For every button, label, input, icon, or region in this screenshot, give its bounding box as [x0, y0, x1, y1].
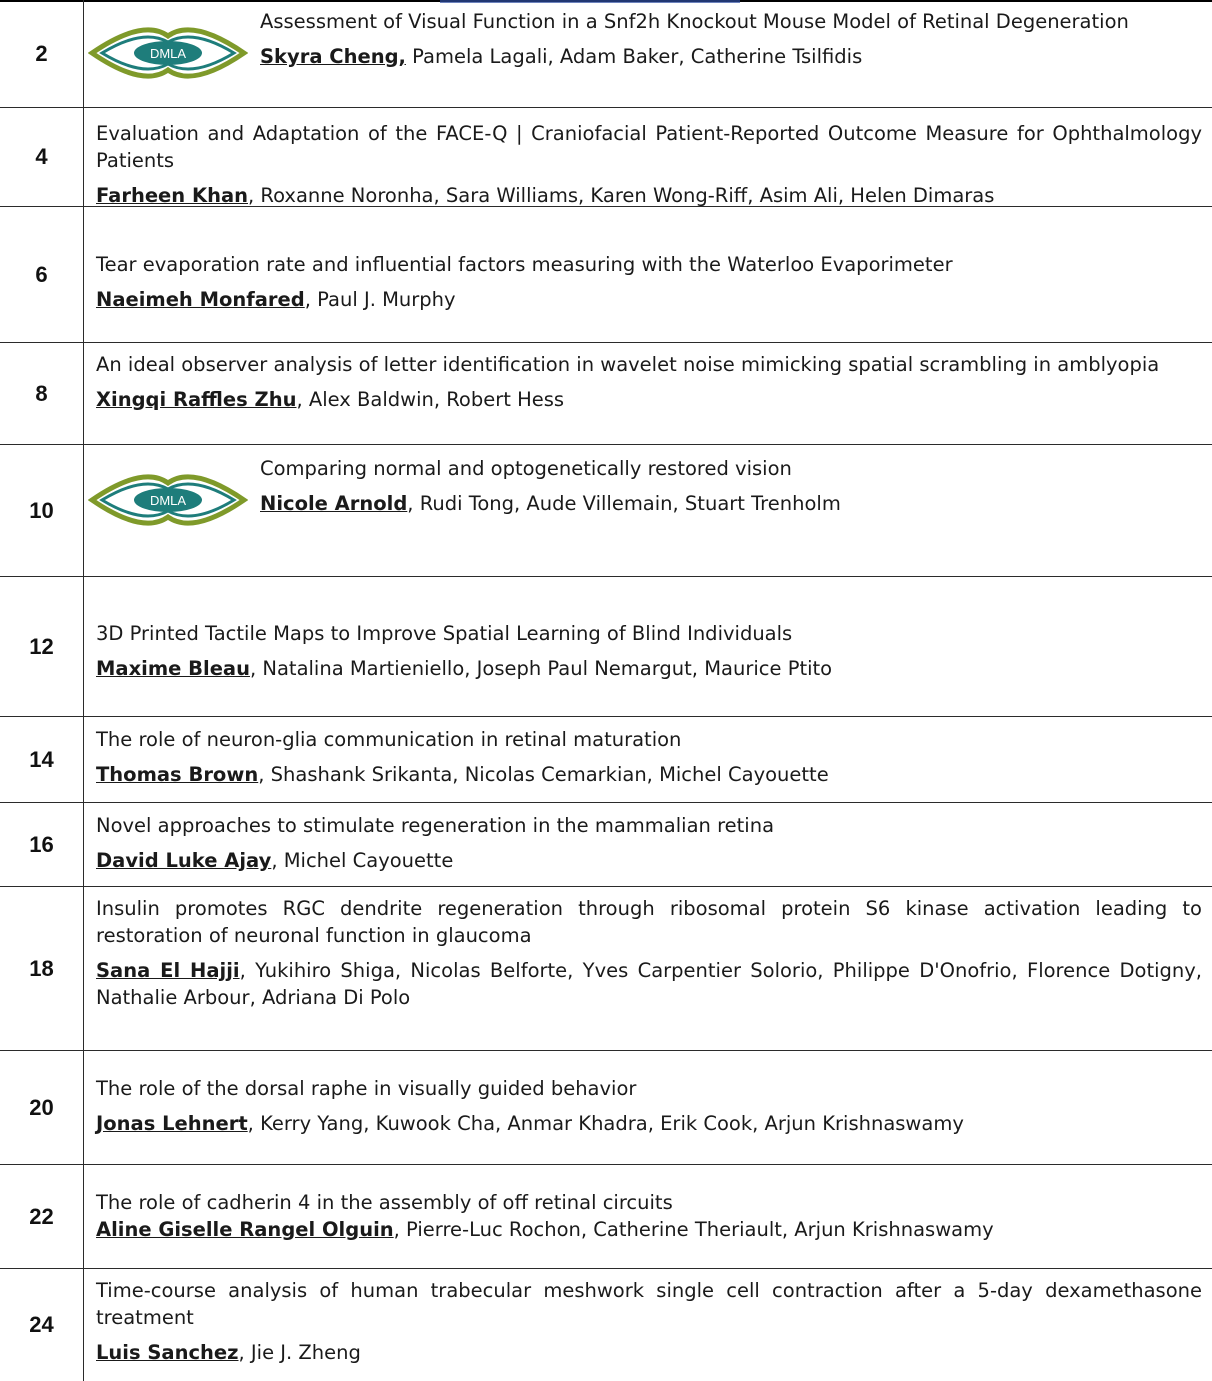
poster-row-6: [0, 207, 1212, 343]
poster-authors: [96, 386, 1202, 413]
poster-number: 18: [29, 955, 54, 981]
poster-title: Novel approaches to stimulate regeneration in the mammalian retina: [96, 814, 775, 837]
poster-title: Comparing normal and optogenetically restored vision: [260, 457, 792, 480]
poster-row-22: [0, 1165, 1212, 1269]
poster-title: An ideal observer analysis of letter identification in wavelet noise mimicking spatial scrambling in amblyopia: [96, 353, 1160, 376]
co-authors: , Yukihiro Shiga, Nicolas Belforte, Yves Carpentier Solorio, Philippe D'Onofrio, Florence Dotigny, Nathalie Arbour, Adriana Di Polo: [96, 959, 1202, 1009]
poster-authors: [96, 847, 1202, 874]
poster-number: 4: [35, 144, 48, 169]
presenting-author: Xingqi Raffles Zhu: [96, 388, 297, 411]
poster-number: 16: [29, 831, 54, 857]
column-divider: [83, 108, 84, 206]
poster-title: Tear evaporation rate and influential factors measuring with the Waterloo Evaporimeter: [96, 253, 953, 276]
poster-title: Time-course analysis of human trabecular meshwork single cell contraction after a 5-day dexamethasone treatment: [96, 1279, 1202, 1329]
poster-number: 6: [35, 261, 48, 287]
poster-authors: [96, 655, 1202, 682]
poster-row-24: [0, 1269, 1212, 1381]
poster-number: 10: [29, 497, 54, 523]
column-divider: [83, 887, 84, 1050]
poster-title: The role of neuron-glia communication in retinal maturation: [96, 728, 682, 751]
poster-number: 24: [29, 1312, 54, 1337]
presenting-author: David Luke Ajay: [96, 849, 272, 872]
poster-authors: [96, 1216, 1202, 1243]
poster-title: The role of the dorsal raphe in visually guided behavior: [96, 1077, 637, 1100]
column-divider: [83, 577, 84, 716]
poster-number: 14: [29, 746, 54, 772]
poster-authors: [96, 957, 1202, 1011]
co-authors: , Paul J. Murphy: [304, 288, 456, 311]
poster-row-2: [0, 0, 1212, 108]
poster-row-20: [0, 1051, 1212, 1165]
presenting-author: Nicole Arnold: [260, 492, 408, 515]
presenting-author: Sana El Hajji: [96, 959, 240, 982]
column-divider: [83, 1051, 84, 1164]
poster-authors: [96, 1110, 1202, 1137]
poster-row-8: [0, 343, 1212, 445]
poster-authors: [260, 43, 1202, 70]
column-divider: [83, 0, 84, 107]
co-authors: , Shashank Srikanta, Nicolas Cemarkian, Michel Cayouette: [258, 763, 829, 786]
poster-title: Assessment of Visual Function in a Snf2h Knockout Mouse Model of Retinal Degeneration: [260, 10, 1129, 33]
poster-number: 8: [35, 380, 48, 406]
poster-row-12: [0, 577, 1212, 717]
co-authors: , Kerry Yang, Kuwook Cha, Anmar Khadra, Erik Cook, Arjun Krishnaswamy: [247, 1112, 964, 1135]
presenting-author: Thomas Brown: [96, 763, 259, 786]
poster-authors: [96, 761, 1202, 788]
poster-row-18: [0, 887, 1212, 1051]
poster-number: 12: [29, 633, 54, 659]
poster-row-14: [0, 717, 1212, 803]
poster-row-4: [0, 108, 1212, 207]
column-divider: [83, 445, 84, 576]
co-authors: Pamela Lagali, Adam Baker, Catherine Tsilfidis: [405, 45, 863, 68]
poster-authors: [96, 286, 1202, 313]
poster-number: 20: [29, 1094, 54, 1120]
poster-authors: [96, 1339, 1202, 1366]
column-divider: [83, 717, 84, 802]
presenting-author: Aline Giselle Rangel Olguin: [96, 1218, 394, 1241]
poster-title: The role of cadherin 4 in the assembly of off retinal circuits: [96, 1191, 673, 1214]
poster-authors: [96, 182, 1202, 209]
dmla-logo: [88, 22, 248, 84]
co-authors: , Michel Cayouette: [271, 849, 454, 872]
poster-number: 22: [29, 1203, 54, 1229]
presenting-author: Luis Sanchez: [96, 1341, 239, 1364]
co-authors: , Roxanne Noronha, Sara Williams, Karen Wong-Riff, Asim Ali, Helen Dimaras: [248, 184, 995, 207]
co-authors: , Alex Baldwin, Robert Hess: [296, 388, 565, 411]
presenting-author: Farheen Khan: [96, 184, 248, 207]
presenting-author: Skyra Cheng,: [260, 45, 406, 68]
presenting-author: Maxime Bleau: [96, 657, 250, 680]
poster-row-10: [0, 445, 1212, 577]
co-authors: , Rudi Tong, Aude Villemain, Stuart Trenholm: [407, 492, 841, 515]
presenting-author: Naeimeh Monfared: [96, 288, 305, 311]
poster-number: 2: [35, 40, 48, 66]
svg-text:DMLA: DMLA: [149, 46, 187, 61]
column-divider: [83, 1269, 84, 1381]
svg-text:DMLA: DMLA: [149, 493, 187, 508]
column-divider: [83, 1165, 84, 1268]
column-divider: [83, 803, 84, 886]
column-divider: [83, 207, 84, 342]
poster-row-16: [0, 803, 1212, 887]
poster-authors: [260, 490, 1202, 517]
poster-title: 3D Printed Tactile Maps to Improve Spatial Learning of Blind Individuals: [96, 622, 793, 645]
poster-title: Insulin promotes RGC dendrite regeneration through ribosomal protein S6 kinase activation leading to restoration of neuronal function in glaucoma: [96, 897, 1202, 947]
co-authors: , Jie J. Zheng: [238, 1341, 361, 1364]
dmla-logo: [88, 469, 248, 531]
poster-title: Evaluation and Adaptation of the FACE-Q | Craniofacial Patient-Reported Outcome Measure for Ophthalmology Patients: [96, 122, 1202, 172]
column-divider: [83, 343, 84, 444]
co-authors: , Pierre-Luc Rochon, Catherine Theriault, Arjun Krishnaswamy: [393, 1218, 994, 1241]
co-authors: , Natalina Martieniello, Joseph Paul Nemargut, Maurice Ptito: [249, 657, 833, 680]
presenting-author: Jonas Lehnert: [96, 1112, 248, 1135]
